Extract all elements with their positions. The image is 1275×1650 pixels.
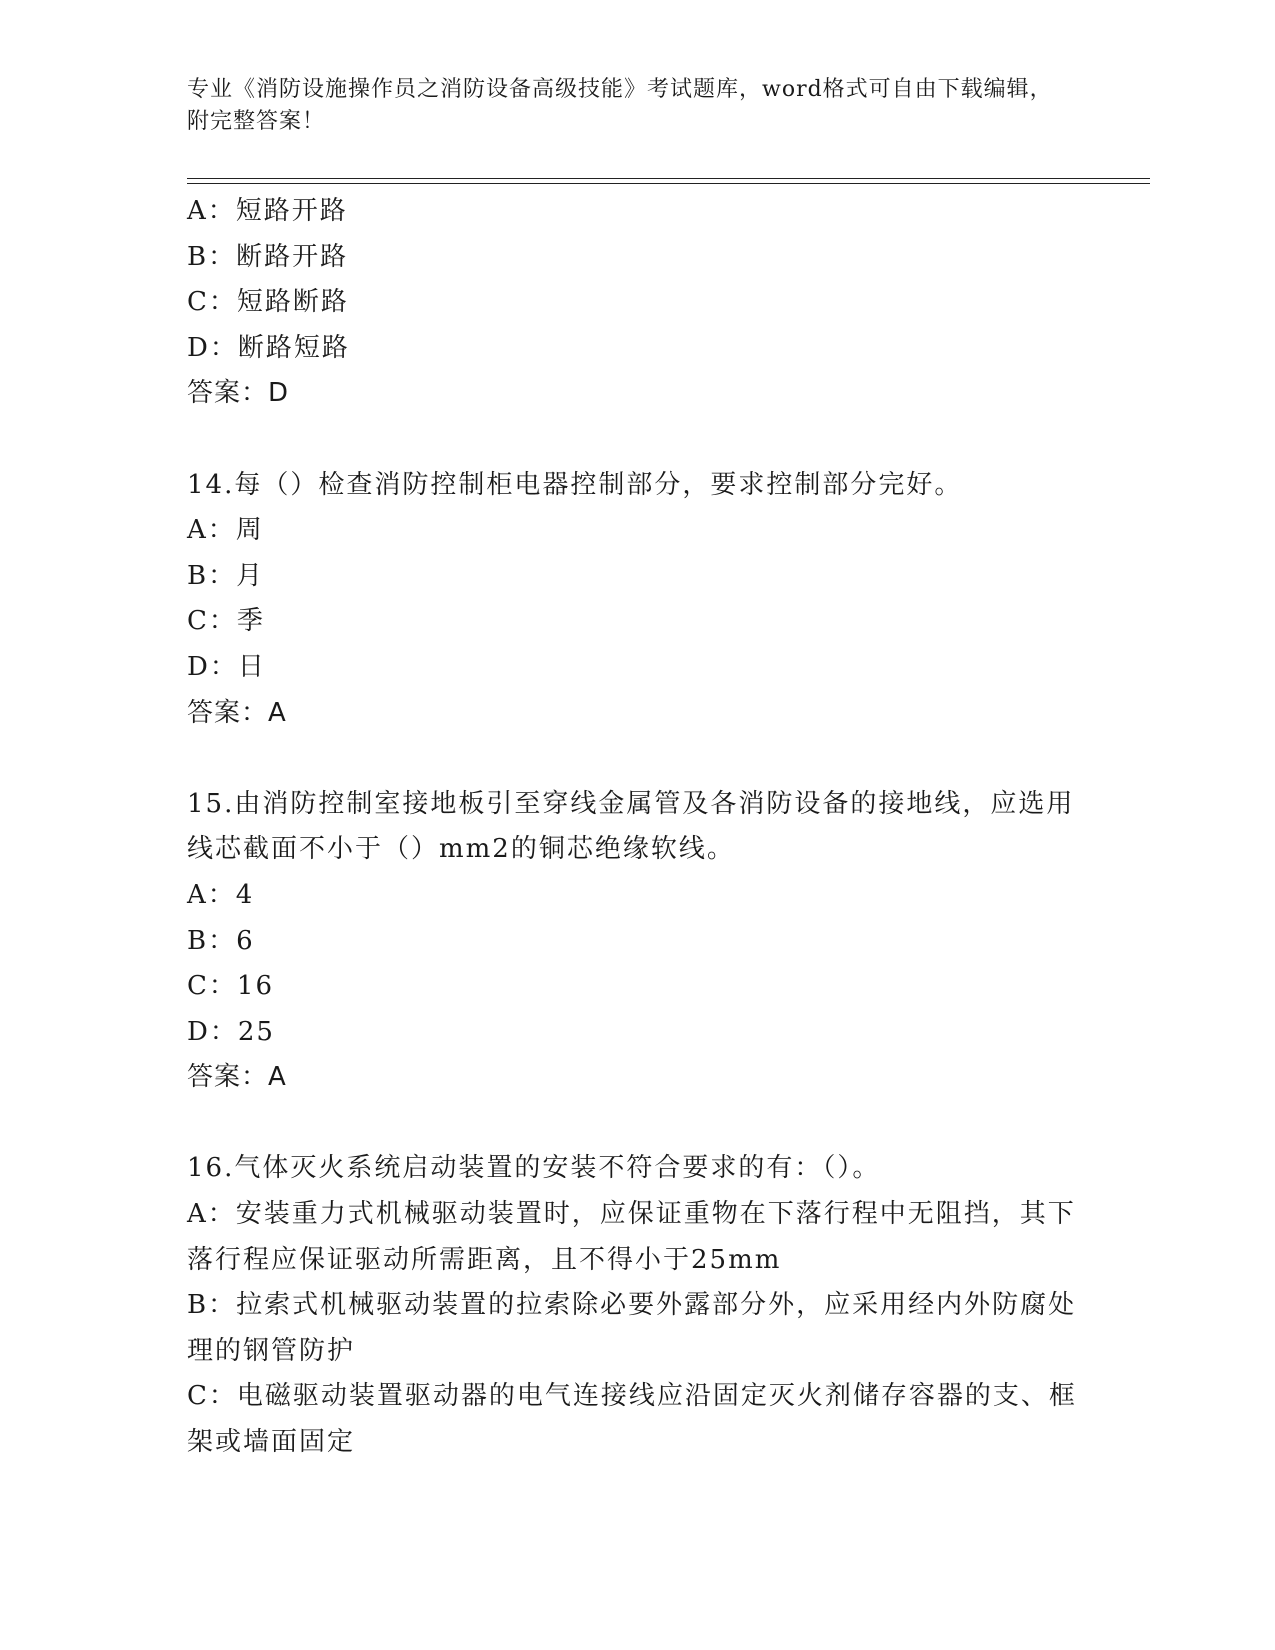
- option-key: A：: [187, 515, 236, 546]
- option-key: B：: [187, 1290, 237, 1321]
- question-14: [187, 463, 1087, 737]
- option-text: 安装重力式机械驱动装置时，应保证重物在下落行程中无阻挡，其下落行程应保证驱动所需距离，且不得小于25mm: [187, 1199, 1076, 1275]
- document-body: [187, 189, 1087, 1466]
- option-c: [187, 280, 1087, 326]
- option-d: [187, 326, 1087, 372]
- question-text: 16.气体灭火系统启动装置的安装不符合要求的有：（）。: [187, 1153, 881, 1184]
- option-key: C：: [187, 287, 237, 318]
- option-text: 日: [237, 651, 266, 682]
- option-text: 断路短路: [237, 332, 350, 363]
- option-text: 4: [235, 879, 255, 910]
- spacer: [187, 417, 1087, 463]
- option-key: D：: [187, 651, 238, 682]
- option-b: [187, 1283, 1087, 1374]
- spacer: [187, 736, 1087, 782]
- header-rule-top: [187, 178, 1150, 179]
- option-key: D：: [187, 332, 238, 363]
- option-d: [187, 645, 1087, 691]
- option-key: C：: [187, 606, 237, 637]
- header-rule-bottom: [187, 183, 1150, 184]
- option-text: 断路开路: [236, 241, 349, 272]
- option-text: 16: [236, 971, 274, 1002]
- question-13: [187, 189, 1087, 417]
- spacer: [187, 1101, 1087, 1147]
- option-text: 6: [236, 925, 255, 956]
- question-16: [187, 1146, 1087, 1465]
- option-c: [187, 1374, 1087, 1465]
- question-15: [187, 782, 1087, 1101]
- option-text: 25: [237, 1016, 275, 1047]
- question-text: 15.由消防控制室接地板引至穿线金属管及各消防设备的接地线，应选用线芯截面不小于（）mm2的铜芯绝缘软线。: [187, 788, 1075, 865]
- option-b: [187, 919, 1087, 965]
- option-text: 电磁驱动装置驱动器的电气连接线应沿固定灭火剂储存容器的支、框架或墙面固定: [187, 1381, 1077, 1458]
- option-c: [187, 599, 1087, 645]
- option-a: [187, 1192, 1087, 1283]
- option-text: 月: [236, 560, 265, 591]
- option-a: [187, 189, 1087, 235]
- option-key: B：: [187, 925, 237, 956]
- option-b: [187, 235, 1087, 281]
- option-key: C：: [187, 971, 237, 1002]
- option-key: A：: [187, 196, 236, 226]
- option-text: 拉索式机械驱动装置的拉索除必要外露部分外，应采用经内外防腐处理的钢管防护: [187, 1290, 1077, 1366]
- option-key: A：: [187, 879, 236, 910]
- option-a: [187, 508, 1087, 554]
- option-text: 季: [236, 606, 265, 637]
- option-text: 周: [235, 515, 264, 546]
- option-key: B：: [187, 241, 237, 272]
- option-b: [187, 554, 1087, 600]
- answer-line: 答案：A: [187, 697, 287, 728]
- option-a: [187, 873, 1087, 919]
- question-text: 14.每（）检查消防控制柜电器控制部分，要求控制部分完好。: [187, 469, 963, 500]
- option-key: A：: [187, 1199, 236, 1230]
- option-key: B：: [187, 560, 237, 591]
- answer-line: 答案：A: [187, 1062, 287, 1093]
- document-header: 专业《消防设施操作员之消防设备高级技能》考试题库，word格式可自由下载编辑，附完整答案！: [187, 77, 1053, 134]
- option-c: [187, 964, 1087, 1010]
- option-d: [187, 1010, 1087, 1056]
- option-text: 短路断路: [236, 287, 349, 318]
- option-text: 短路开路: [235, 196, 348, 226]
- answer-line: 答案：D: [187, 378, 290, 409]
- option-key: C：: [187, 1381, 237, 1412]
- option-key: D：: [187, 1016, 238, 1047]
